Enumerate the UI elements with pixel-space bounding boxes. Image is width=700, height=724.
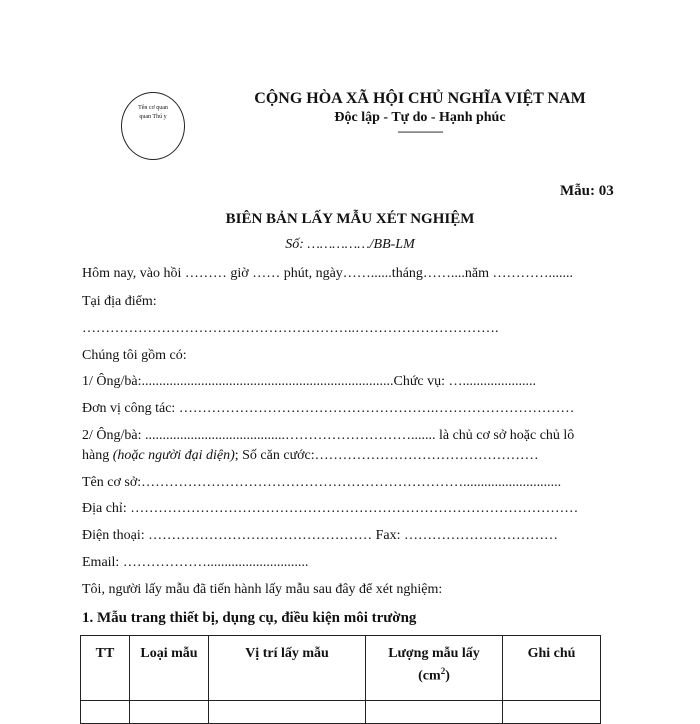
table-cell[interactable] xyxy=(209,701,366,724)
header-cell-location: Vị trí lấy mẫu xyxy=(209,636,366,701)
email-line: Email: ………………............................. xyxy=(82,555,309,570)
samples-table xyxy=(80,635,601,724)
unit-suffix: ) xyxy=(445,668,450,684)
table-header-row xyxy=(81,636,601,701)
table-row xyxy=(81,701,601,724)
phone-fax-line: Điện thoại: ………………………………………… Fax: …………………………… xyxy=(82,528,558,543)
person-2-continuation xyxy=(82,448,539,464)
document-number: Số: ……………/BB-LM xyxy=(285,237,415,252)
country-heading: CỘNG HÒA XÃ HỘI CHỦ NGHĨA VIỆT NAM xyxy=(254,90,586,107)
header-divider: --------------- xyxy=(397,124,443,138)
header-cell-tt: TT xyxy=(81,636,130,701)
table-cell[interactable] xyxy=(366,701,503,724)
members-label: Chúng tôi gồm có: xyxy=(82,348,187,363)
motto: Độc lập - Tự do - Hạnh phúc xyxy=(334,110,506,125)
unit-superscript: 2 xyxy=(440,666,446,676)
location-label: Tại địa điểm: xyxy=(82,294,157,309)
person-2-cont-italic: (hoặc người đại diện) xyxy=(112,448,235,463)
document-title: BIÊN BẢN LẤY MẪU XÉT NGHIỆM xyxy=(225,211,475,227)
seal-stamp xyxy=(121,92,185,160)
unit-prefix: (cm xyxy=(418,668,441,684)
person-2-cont-text-b: ; Số căn cước:………………………………………… xyxy=(234,448,539,463)
time-line: Hôm nay, vào hồi ……… giờ …… phút, ngày……......tháng……....năm …………....... xyxy=(82,266,574,281)
location-dots: …………………………………………………..…………………………. xyxy=(82,321,499,336)
facility-line: Tên cơ sở:……………………………………………………………............................ xyxy=(82,475,562,490)
person-2-cont-text-a: hàng xyxy=(82,448,113,463)
address-line: Địa chỉ: …………………………………………………………………………………… xyxy=(82,501,579,516)
person-1-line: 1/ Ông/bà:........................................................................Chức vụ: …..................... xyxy=(82,374,537,389)
header-cell-sample-type: Loại mẫu xyxy=(130,636,209,701)
work-unit-line: Đơn vị công tác: ……………………………………………….………………………… xyxy=(82,401,575,416)
table-cell[interactable] xyxy=(503,701,601,724)
section-1-title: 1. Mẫu trang thiết bị, dụng cụ, điều kiện môi trường xyxy=(82,610,417,626)
header-cell-quantity xyxy=(366,636,503,701)
header-cell-notes: Ghi chú xyxy=(503,636,601,701)
table-cell[interactable] xyxy=(130,701,209,724)
quantity-unit xyxy=(370,666,498,685)
seal-line-2: quan Thú y xyxy=(139,114,167,120)
seal-line-1: Tên cơ quan xyxy=(138,105,168,111)
statement-line: Tôi, người lấy mẫu đã tiến hành lấy mẫu sau đây để xét nghiệm: xyxy=(82,582,443,597)
person-2-line: 2/ Ông/bà: ........................................………………………....... là chủ cơ sở hoặc chủ lô xyxy=(82,428,575,443)
table-cell[interactable] xyxy=(81,701,130,724)
quantity-label: Lượng mẫu lấy xyxy=(388,646,480,661)
form-code: Mẫu: 03 xyxy=(560,183,614,199)
